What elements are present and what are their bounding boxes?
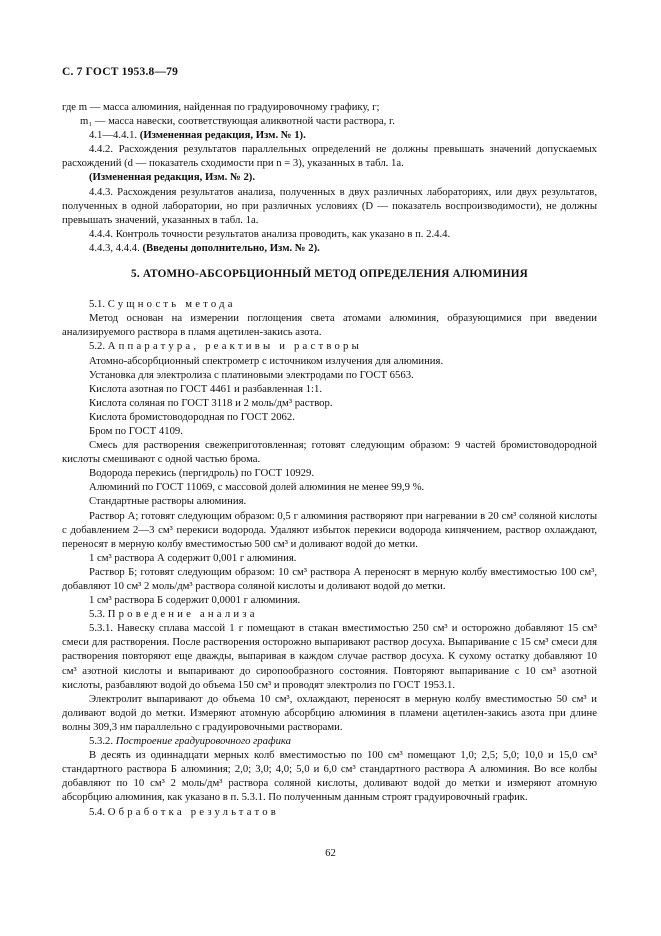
clause-title: Аппаратура, реактивы и растворы bbox=[107, 340, 362, 353]
page-number: 62 bbox=[325, 847, 336, 859]
formula-legend-m1: m₁ — масса навески, соответствующая аликвотной части раствора, г. bbox=[80, 115, 395, 128]
clause-4-1-4-4-1 bbox=[62, 128, 597, 142]
amendment-note: (Измененная редакция, Изм. № 2). bbox=[89, 171, 256, 184]
clause-title: Обработка результатов bbox=[107, 805, 279, 818]
clause-title: Построение градуировочного графика bbox=[115, 735, 291, 748]
reagent-item: Кислота бромистоводородная по ГОСТ 2062. bbox=[89, 410, 295, 423]
reagent-item: Смесь для растворения свежеприготовленная; готовят следующим образом: 9 частей бромистоводородной кислоты смешивают с одной частью брома. bbox=[62, 439, 597, 466]
clause-5-2-heading bbox=[62, 339, 597, 353]
clause-5-4-heading bbox=[62, 805, 597, 819]
clause-5-3-heading bbox=[62, 607, 597, 621]
clause-4-4-2: 4.4.2. Расхождения результатов параллельных определений не должны превышать значений допускаемых расхождений (d — показатель сходимости при n = 3), указанных в табл. 1а. bbox=[62, 143, 597, 170]
page-header: С. 7 ГОСТ 1953.8—79 bbox=[62, 66, 179, 78]
clause-4-4-3: 4.4.3. Расхождения результатов анализа, полученных в двух различных лабораториях, или двух результатов, полученных в одной лаборатории, но при различных условиях (D — показатель воспроизводимости), не должны превышать значений, указанных в табл. 1а. bbox=[62, 185, 597, 226]
clause-number: 5.2. bbox=[89, 340, 108, 353]
clause-number: 4.4.3, 4.4.4. bbox=[89, 241, 143, 254]
clause-5-1-heading bbox=[62, 297, 597, 311]
clause-title: Сущность метода bbox=[107, 298, 236, 311]
clause-5-3-2-heading bbox=[62, 734, 597, 748]
formula-legend-m: где m — масса алюминия, найденная по градуировочному графику, г; bbox=[62, 101, 380, 113]
reagent-item: Бром по ГОСТ 4109. bbox=[89, 424, 183, 437]
amendment-note: (Измененная редакция, Изм. № 1). bbox=[139, 129, 306, 142]
solution-b: Раствор Б; готовят следующим образом: 10 см³ раствора А переносят в мерную колбу вместимостью 100 см³, добавляют 10 см³ 2 моль/дм³ раствора соляной кислоты и доливают водой до метки. bbox=[62, 565, 597, 592]
clause-number: 5.4. bbox=[89, 805, 108, 818]
clause-number: 4.1—4.4.1. bbox=[89, 129, 140, 142]
solution-a: Раствор А; готовят следующим образом: 0,5 г алюминия растворяют при нагревании в 20 см³ соляной кислоты с добавлением 2—3 см³ перекиси водорода. Удаляют избыток перекиси водорода кипячением, раствор охлаждают, переносят в мерную колбу вместимостью 500 см³ и доливают водой до метки. bbox=[62, 509, 597, 550]
amendment-note: (Введены дополнительно, Изм. № 2). bbox=[142, 241, 320, 254]
reagent-item: Кислота азотная по ГОСТ 4461 и разбавленная 1:1. bbox=[89, 382, 323, 395]
clause-number: 5.3.2. bbox=[89, 735, 116, 748]
clause-5-3-1-cont: Электролит выпаривают до объема 10 см³, охлаждают, переносят в мерную колбу вместимостью 50 см³ и доливают водой до метки. Измеряют атомную абсорбцию алюминия в пламени ацетилен-закись азота при длине волны 309,3 нм параллельно с градуировочными растворами. bbox=[62, 692, 597, 733]
clause-4-4-3-4-4-4 bbox=[62, 241, 597, 255]
clause-number: 5.3. bbox=[89, 608, 108, 621]
clause-5-3-1: 5.3.1. Навеску сплава массой 1 г помещают в стакан вместимостью 250 см³ и осторожно добавляют 15 см³ смеси для растворения. После растворения осторожно выпаривают раствор досуха. Выпаривание с 15 см³ смеси для растворения повторяют еще дважды, выпаривая в каждом случае раствор досуха. К сухому остатку добавляют 10 см³ азотной кислоты и выпаривают до сиропообразного состояния. Повторяют выпаривание с 10 см³ азотной кислоты, разбавляют водой до объема 150 см³ и проводят электролиз по ГОСТ 1953.1. bbox=[62, 622, 597, 691]
clause-number: 5.1. bbox=[89, 298, 108, 311]
clause-title: Проведение анализа bbox=[107, 608, 258, 621]
section-title: 5. АТОМНО-АБСОРБЦИОННЫЙ МЕТОД ОПРЕДЕЛЕНИЯ АЛЮМИНИЯ bbox=[131, 268, 528, 281]
clause-5-3-2-text: В десять из одиннадцати мерных колб вместимостью по 100 см³ помещают 1,0; 2,5; 5,0; 10,0 и 15,0 см³ стандартного раствора Б алюминия; 2,0; 3,0; 4,0; 5,0 и 6,0 см³ стандартного раствора А алюминия. Во все колбы добавляют по 10 см³ 2 моль/дм³ раствора соляной кислоты, доливают водой до метки и измеряют атомную абсорбцию алюминия, как указано в п. 5.3.1. По полученным данным строят градуировочный график. bbox=[62, 749, 597, 804]
reagent-item: Стандартные растворы алюминия. bbox=[89, 495, 247, 508]
reagent-item: Установка для электролиза с платиновыми электродами по ГОСТ 6563. bbox=[89, 368, 414, 381]
reagent-item: Водорода перекись (пергидроль) по ГОСТ 10929. bbox=[89, 467, 315, 480]
clause-5-1-text: Метод основан на измерении поглощения света атомами алюминия, образующимися при введении анализируемого раствора в пламя ацетилен-закись азота. bbox=[62, 312, 597, 339]
reagent-item: Кислота соляная по ГОСТ 3118 и 2 моль/дм³ раствор. bbox=[89, 396, 333, 409]
document-body bbox=[62, 100, 597, 819]
reagent-item: Алюминий по ГОСТ 11069, с массовой долей алюминия не менее 99,9 %. bbox=[89, 481, 425, 494]
solution-a-content: 1 см³ раствора А содержит 0,001 г алюминия. bbox=[89, 551, 297, 564]
clause-4-4-4: 4.4.4. Контроль точности результатов анализа проводить, как указано в п. 2.4.4. bbox=[89, 227, 451, 240]
reagent-item: Атомно-абсорбционный спектрометр с источником излучения для алюминия. bbox=[89, 354, 444, 367]
solution-b-content: 1 см³ раствора Б содержит 0,0001 г алюминия. bbox=[89, 594, 301, 607]
